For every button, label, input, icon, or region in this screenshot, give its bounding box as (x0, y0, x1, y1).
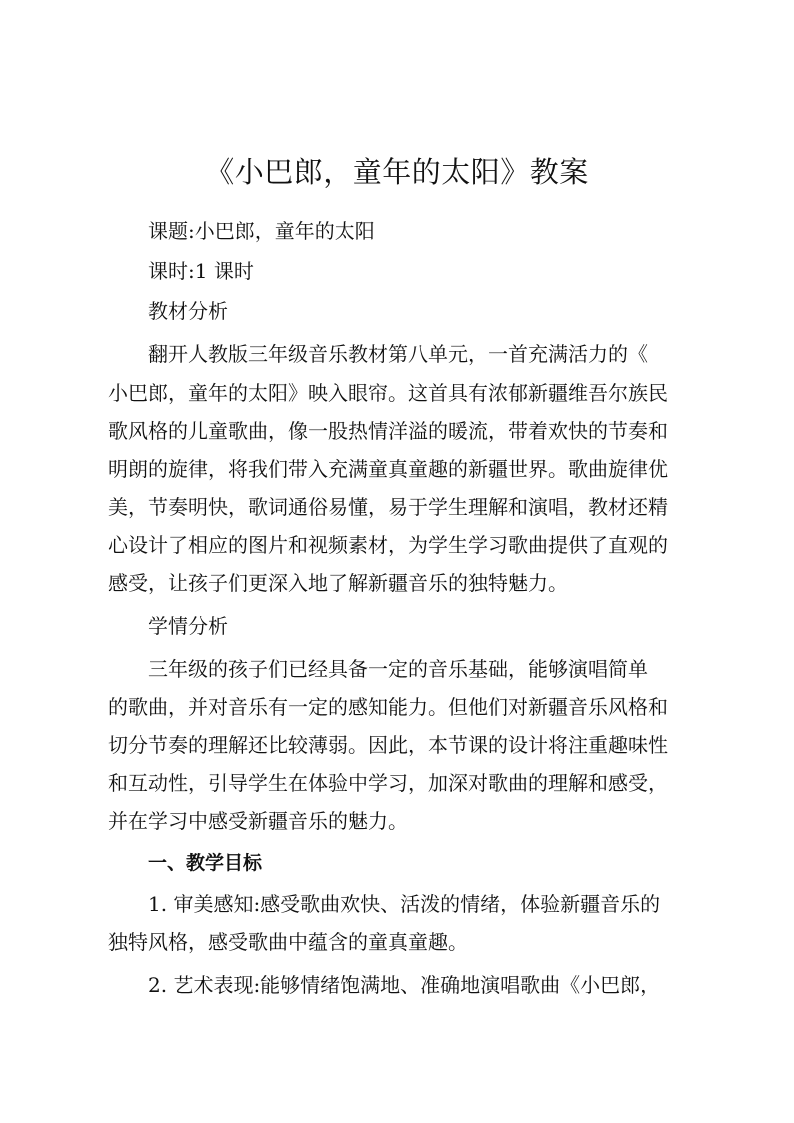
paragraph-line: 明朗的旋律，将我们带入充满童真童趣的新疆世界。歌曲旋律优 (108, 457, 668, 481)
goal-line: 1. 审美感知:感受歌曲欢快、活泼的情绪，体验新疆音乐的 (148, 892, 661, 916)
topic-line: 课题:小巴郎，童年的太阳 (148, 219, 375, 243)
document-title: 《小巴郎，童年的太阳》教案 (205, 155, 589, 189)
paragraph-line: 翻开人教版三年级音乐教材第八单元，一首充满活力的《 (148, 342, 648, 366)
paragraph-line: 心设计了相应的图片和视频素材，为学生学习歌曲提供了直观的 (108, 533, 668, 557)
paragraph-line: 的歌曲，并对音乐有一定的感知能力。但他们对新疆音乐风格和 (108, 695, 668, 719)
section-heading-material: 教材分析 (148, 299, 228, 323)
paragraph-line: 和互动性，引导学生在体验中学习，加深对歌曲的理解和感受， (108, 771, 668, 795)
paragraph-line: 三年级的孩子们已经具备一定的音乐基础，能够演唱简单 (148, 657, 648, 681)
paragraph-line: 小巴郎，童年的太阳》映入眼帘。这首具有浓郁新疆维吾尔族民 (108, 381, 668, 405)
paragraph-line: 切分节奏的理解还比较薄弱。因此，本节课的设计将注重趣味性 (108, 733, 668, 757)
section-heading-goals: 一、教学目标 (148, 852, 263, 874)
paragraph-line: 感受，让孩子们更深入地了解新疆音乐的独特魅力。 (108, 571, 568, 595)
hours-line: 课时:1 课时 (148, 259, 254, 283)
paragraph-line: 歌风格的儿童歌曲，像一股热情洋溢的暖流，带着欢快的节奏和 (108, 419, 668, 443)
paragraph-line: 并在学习中感受新疆音乐的魅力。 (108, 809, 408, 833)
section-heading-students: 学情分析 (148, 614, 228, 638)
paragraph-line: 美，节奏明快，歌词通俗易懂，易于学生理解和演唱，教材还精 (108, 495, 668, 519)
goal-line: 独特风格，感受歌曲中蕴含的童真童趣。 (108, 930, 468, 954)
goal-line: 2. 艺术表现:能够情绪饱满地、准确地演唱歌曲《小巴郎， (148, 973, 661, 997)
